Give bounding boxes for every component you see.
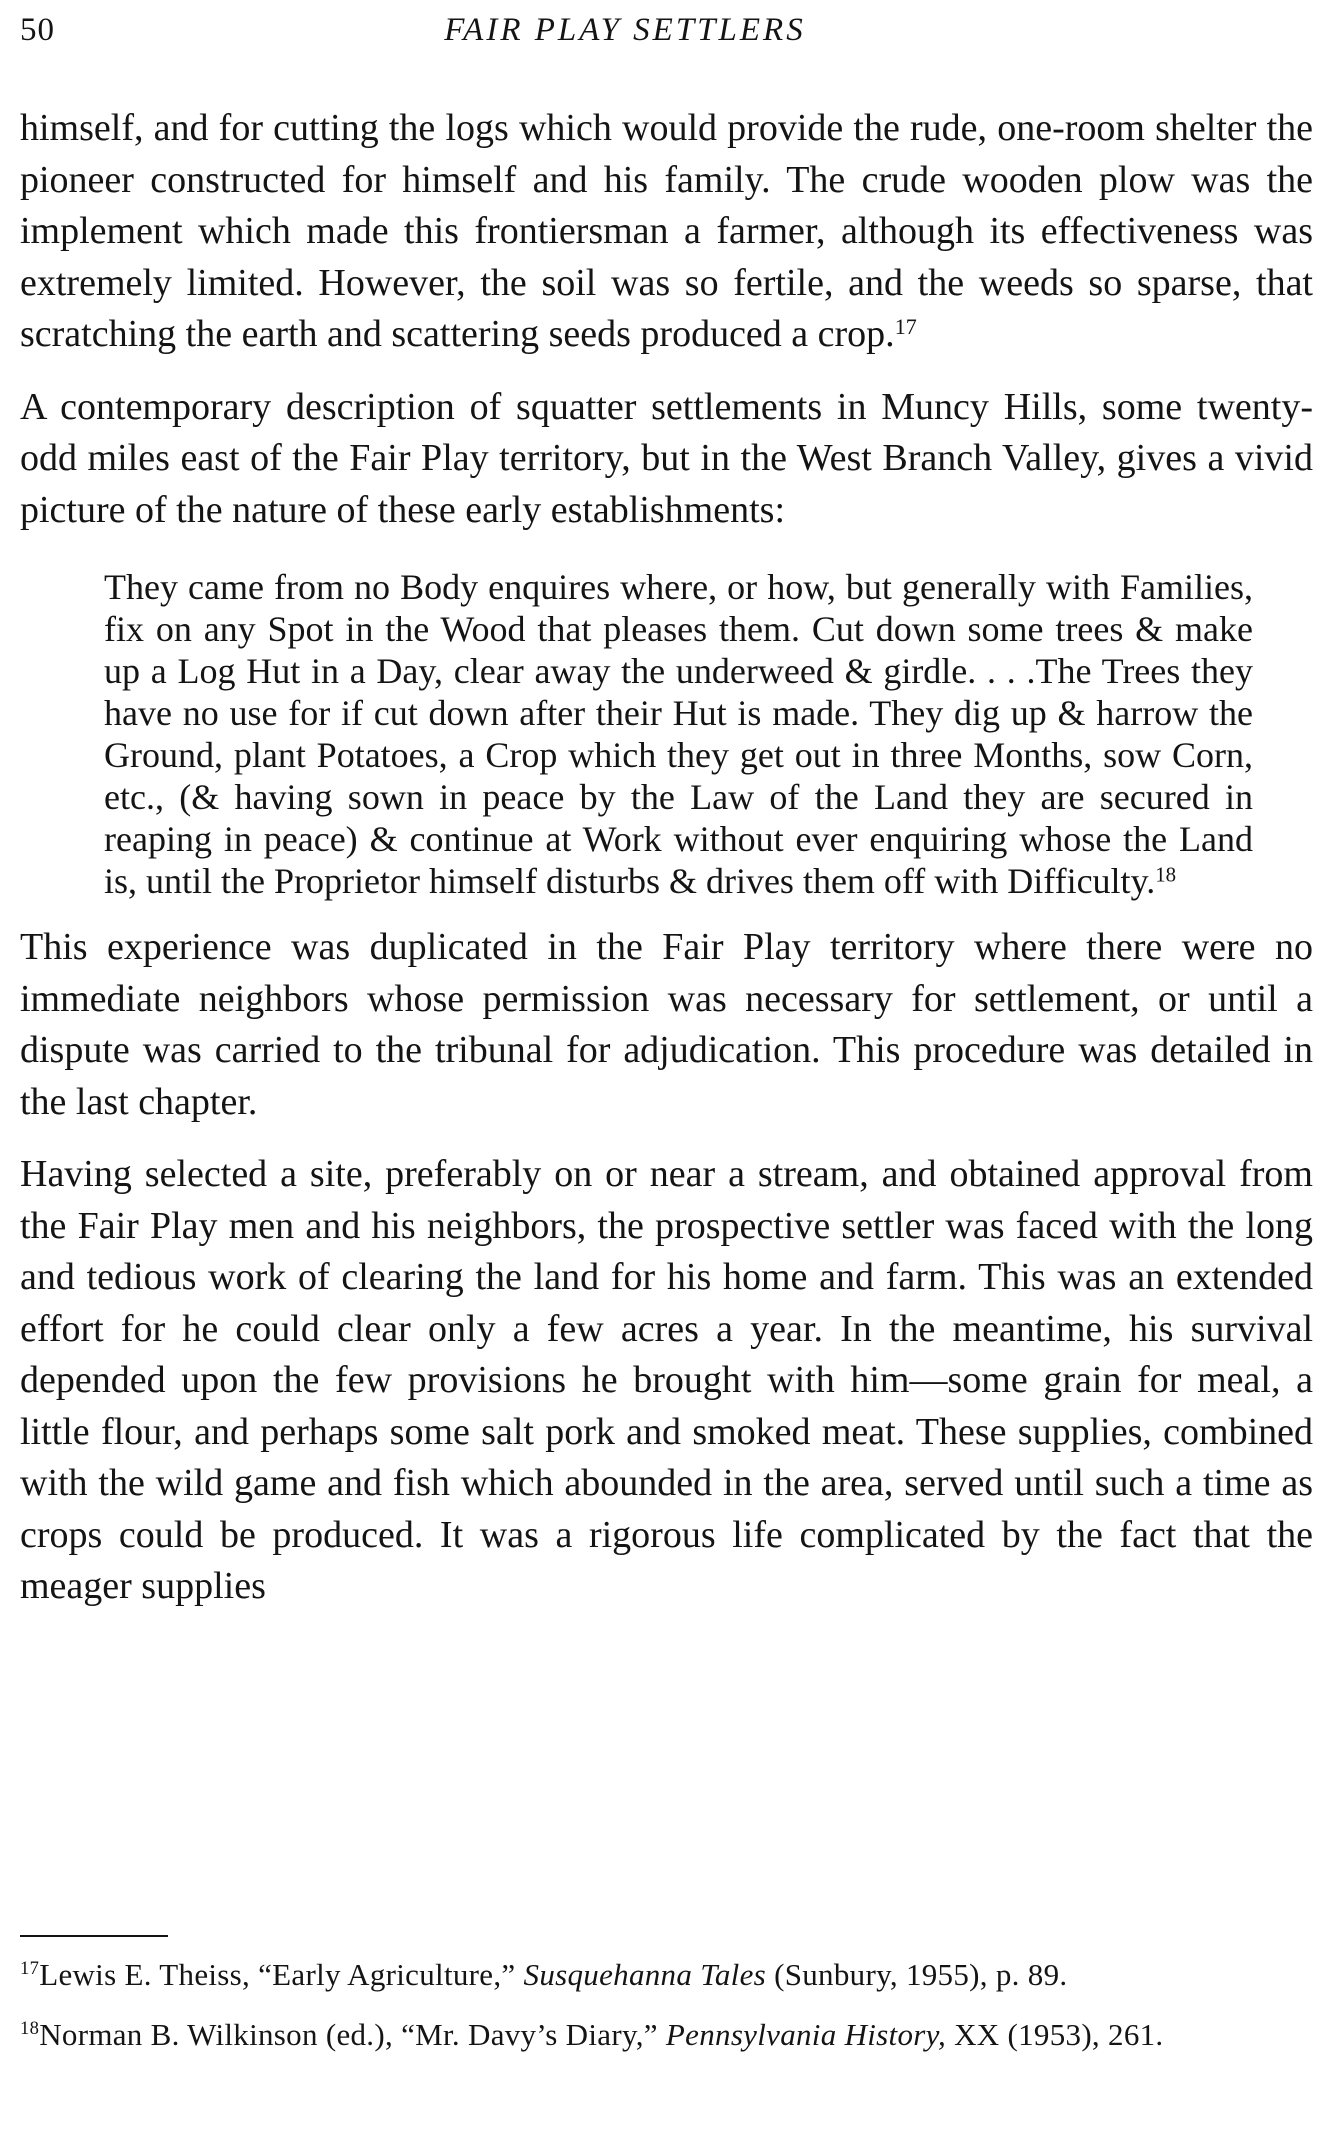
- paragraph-2: A contemporary description of squatter settlements in Muncy Hills, some twenty-odd miles east of the Fair Play territory, but in the West Branch Valley, gives a vivid picture of the nature of these early establishments:: [20, 385, 1313, 531]
- footnote-17: [20, 1955, 1313, 1995]
- running-head: [20, 12, 1313, 62]
- body-text: [20, 103, 1313, 1613]
- book-page: [20, 0, 1313, 2153]
- footnotes: [20, 1955, 1313, 2075]
- footnote-mark: 18: [20, 2017, 40, 2039]
- footnote-text: Norman B. Wilkinson (ed.), “Mr. Davy’s Diary,”: [39, 2017, 666, 2052]
- footnote-citation: (Sunbury, 1955), p. 89.: [766, 1957, 1068, 1992]
- footnote-title: Pennsylvania History,: [665, 2017, 947, 2052]
- paragraph-3: This experience was duplicated in the Fair Play territory where there were no immediate neighbors whose permission was necessary for settlement, or until a dispute was carried to the tribunal for adjudication. This procedure was detailed in the last chapter.: [20, 926, 1313, 1123]
- footnote-ref-17: 17: [894, 313, 917, 339]
- footnote-divider: [20, 1935, 168, 1937]
- block-quote-text: They came from no Body enquires where, or how, but generally with Families, fix on any Spot in the Wood that pleases them. Cut down some trees & make up a Log Hut in a Day, clear away the underweed & girdle. . . .The Trees they have no use for if cut down after their Hut is made. They dig up & harrow the Ground, plant Potatoes, a Crop which they get out in three Months, sow Corn, etc., (& having sown in peace by the Law of the Land they are secured in reaping in peace) & continue at Work without ever enquiring whose the Land is, until the Proprietor himself disturbs & drives them off with Difficulty.: [104, 567, 1253, 901]
- footnote-title: Susquehanna Tales: [523, 1957, 767, 1992]
- footnote-mark: 17: [20, 1957, 40, 1979]
- paragraph-1-text: himself, and for cutting the logs which would provide the rude, one-room shelter the pioneer constructed for himself and his family. The crude wooden plow was the implement which made this frontiersman a farmer, although its effectiveness was extremely limited. However, the soil was so fertile, and the weeds so sparse, that scratching the earth and scattering seeds produced a crop.: [20, 107, 1313, 355]
- footnote-ref-18: 18: [1155, 862, 1177, 887]
- page-number: 50: [20, 12, 55, 48]
- paragraph-4: Having selected a site, preferably on or near a stream, and obtained approval from the Fair Play men and his neighbors, the prospective settler was faced with the long and tedious work of clearing the land for his home and farm. This was an extended effort for he could clear only a few acres a year. In the meantime, his survival depended upon the few provisions he brought with him—some grain for meal, a little flour, and perhaps some salt pork and smoked meat. These supplies, combined with the wild game and fish which abounded in the area, served until such a time as crops could be produced. It was a rigorous life complicated by the fact that the meager supplies: [20, 1153, 1313, 1607]
- running-title: FAIR PLAY SETTLERS: [444, 12, 806, 48]
- block-quote: [104, 566, 1253, 902]
- footnote-18: [20, 2015, 1313, 2055]
- footnote-citation: XX (1953), 261.: [946, 2017, 1164, 2052]
- footnote-text: Lewis E. Theiss, “Early Agriculture,”: [39, 1957, 524, 1992]
- paragraph-1: [20, 103, 1313, 361]
